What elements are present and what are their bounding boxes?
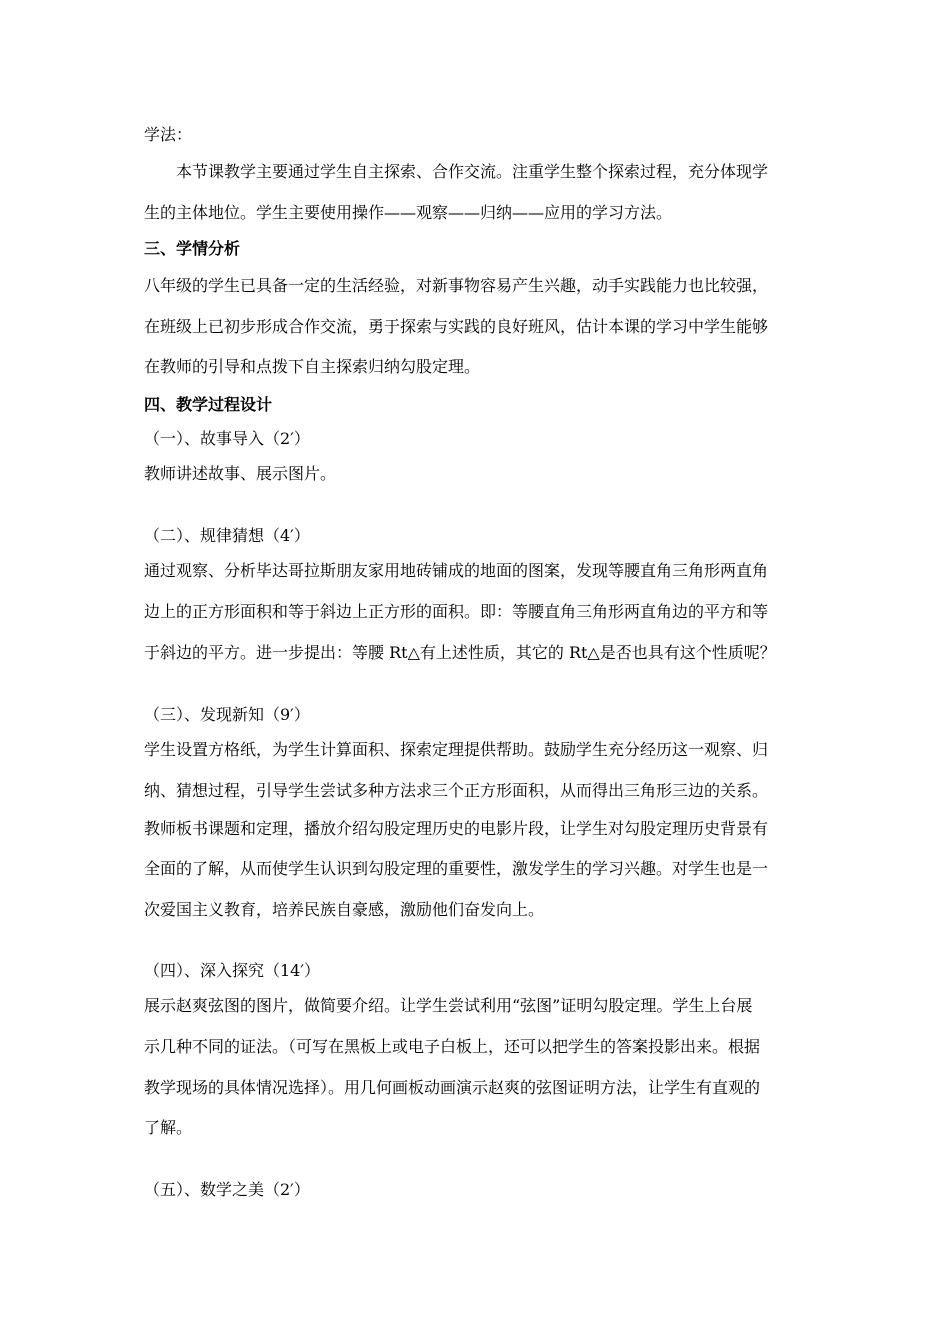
paragraph-line: 于斜边的平方。进一步提出：等腰 Rt△有上述性质，其它的 Rt△是否也具有这个性质呢？ (144, 643, 776, 662)
section-label-xuefa: 学法： (144, 125, 193, 144)
paragraph-line: 教师板书课题和定理，播放介绍勾股定理历史的电影片段，让学生对勾股定理历史背景有 (144, 819, 769, 838)
paragraph-line: 学生设置方格纸，为学生计算面积、探索定理提供帮助。鼓励学生充分经历这一观察、归 (144, 740, 769, 759)
paragraph-line: 教师讲述故事、展示图片。 (144, 464, 337, 483)
paragraph-line: 全面的了解，从而使学生认识到勾股定理的重要性，激发学生的学习兴趣。对学生也是一 (144, 859, 769, 878)
paragraph-line: 示几种不同的证法。（可写在黑板上或电子白板上，还可以把学生的答案投影出来。根据 (144, 1037, 761, 1056)
paragraph-line: 八年级的学生已具备一定的生活经验，对新事物容易产生兴趣，动手实践能力也比较强， (144, 276, 769, 295)
paragraph-line: 次爱国主义教育，培养民族自豪感，激励他们奋发向上。 (144, 900, 545, 919)
paragraph-line: 本节课教学主要通过学生自主探索、合作交流。注重学生整个探索过程，充分体现学 (176, 162, 769, 181)
paragraph-line: 生的主体地位。学生主要使用操作——观察——归纳——应用的学习方法。 (144, 203, 673, 222)
subsection-heading-4: （四）、深入探究（14′） (144, 961, 320, 980)
paragraph-line: 了解。 (144, 1118, 193, 1137)
subsection-heading-3: （三）、发现新知（9′） (144, 705, 310, 724)
subsection-heading-1: （一）、故事导入（2′） (144, 429, 310, 448)
subsection-heading-5: （五）、数学之美（2′） (144, 1180, 310, 1199)
paragraph-line: 在班级上已初步形成合作交流，勇于探索与实践的良好班风，估计本课的学习中学生能够 (144, 317, 769, 336)
subsection-heading-2: （二）、规律猜想（4′） (144, 526, 310, 545)
section-heading-4: 四、教学过程设计 (144, 395, 273, 414)
paragraph-line: 边上的正方形面积和等于斜边上正方形的面积。即：等腰直角三角形两直角边的平方和等 (144, 602, 769, 621)
paragraph-line: 展示赵爽弦图的图片，做简要介绍。让学生尝试利用“弦图”证明勾股定理。学生上台展 (144, 996, 753, 1015)
paragraph-line: 教学现场的具体情况选择）。用几何画板动画演示赵爽的弦图证明方法，让学生有直观的 (144, 1078, 761, 1097)
paragraph-line: 通过观察、分析毕达哥拉斯朋友家用地砖铺成的地面的图案，发现等腰直角三角形两直角 (144, 561, 769, 580)
paragraph-line: 在教师的引导和点拨下自主探索归纳勾股定理。 (144, 357, 481, 376)
section-heading-3: 三、学情分析 (144, 239, 241, 258)
paragraph-line: 纳、猜想过程，引导学生尝试多种方法求三个正方形面积，从而得出三角形三边的关系。 (144, 781, 769, 800)
